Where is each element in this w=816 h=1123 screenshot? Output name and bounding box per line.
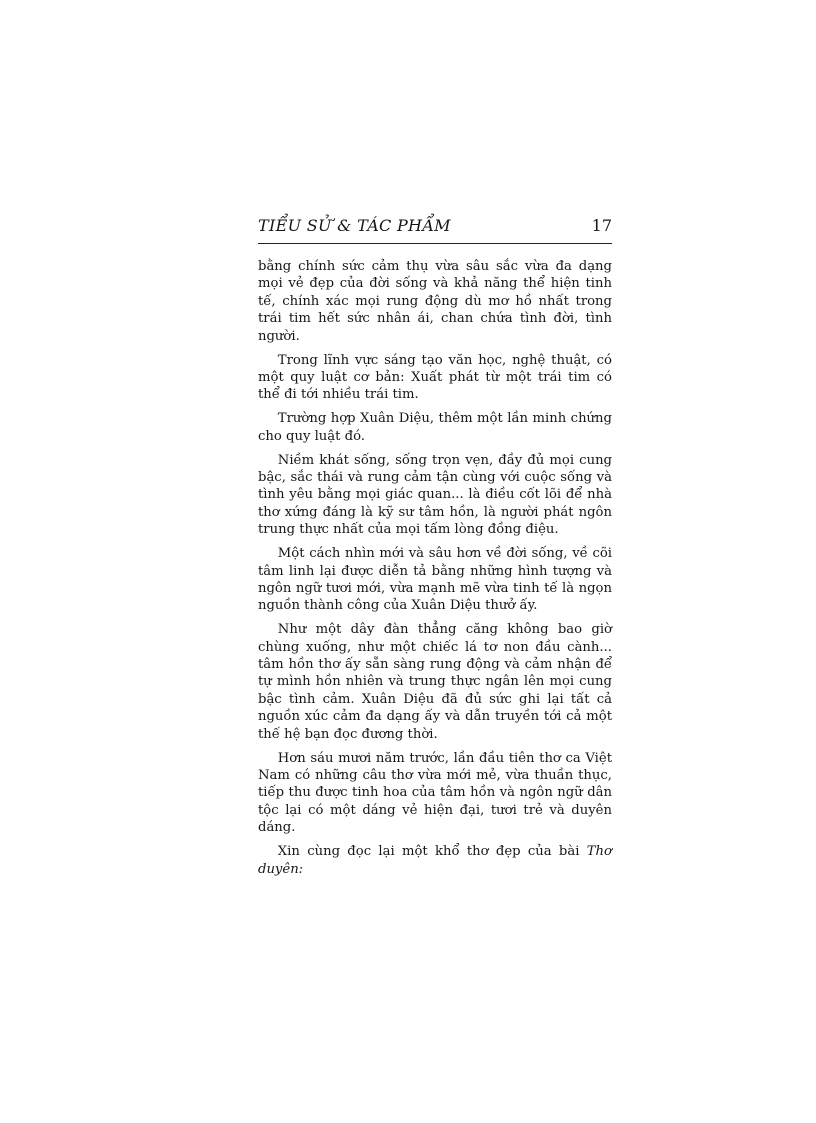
paragraph: Trường hợp Xuân Diệu, thêm một lần minh chứng cho quy luật đó. [258, 411, 612, 444]
page-header [258, 214, 612, 244]
body-text [258, 258, 612, 884]
paragraph: Như một dây đàn thẳng căng không bao giờ chùng xuống, như một chiếc lá tơ non đầu cành... tâm hồn thơ ấy sẵn sàng rung động và cảm nhận để tự mình hồn nhiên và trung thực ngân lên mọi cung bậc tình cảm. Xuân Diệu đã đủ sức ghi lại tất cả nguồn xúc cảm đa dạng ấy và dẫn truyền tới cả một thế hệ bạn đọc đương thời. [258, 622, 612, 742]
paragraph: Hơn sáu mươi năm trước, lần đầu tiên thơ ca Việt Nam có những câu thơ vừa mới mẻ, vừa thuần thục, tiếp thu được tinh hoa của tâm hồn và ngôn ngữ dân tộc lại có một dáng vẻ hiện đại, tươi trẻ và duyên dáng. [258, 750, 612, 836]
running-title: TIỂU SỬ & TÁC PHẨM [258, 216, 451, 235]
paragraph: bằng chính sức cảm thụ vừa sâu sắc vừa đa dạng mọi vẻ đẹp của đời sống và khả năng thể hiện tinh tế, chính xác mọi rung động dù mơ hồ nhất trong trái tim hết sức nhân ái, chan chứa tình đời, tình người. [258, 259, 612, 344]
paragraph: Niềm khát sống, sống trọn vẹn, đầy đủ mọi cung bậc, sắc thái và rung cảm tận cùng với cuộc sống và tình yêu bằng mọi giác quan... là điều cốt lõi để nhà thơ xứng đáng là kỹ sư tâm hồn, là người phát ngôn trung thực nhất của mọi tấm lòng đồng điệu. [258, 452, 612, 538]
closing-paragraph [258, 843, 612, 878]
closing-text: Xin cùng đọc lại một khổ thơ đẹp của bài [277, 844, 587, 860]
poem-title: Thơ duyên: [258, 844, 612, 877]
page-number: 17 [591, 216, 612, 235]
paragraph: Một cách nhìn mới và sâu hơn về đời sống, về cõi tâm linh lại được diễn tả bằng những hình tượng và ngôn ngữ tươi mới, vừa mạnh mẽ vừa tinh tế là ngọn nguồn thành công của Xuân Diệu thưở ấy. [258, 546, 612, 614]
paragraph: Trong lĩnh vực sáng tạo văn học, nghệ thuật, có một quy luật cơ bản: Xuất phát từ một trái tim có thể đi tới nhiều trái tim. [258, 352, 612, 403]
